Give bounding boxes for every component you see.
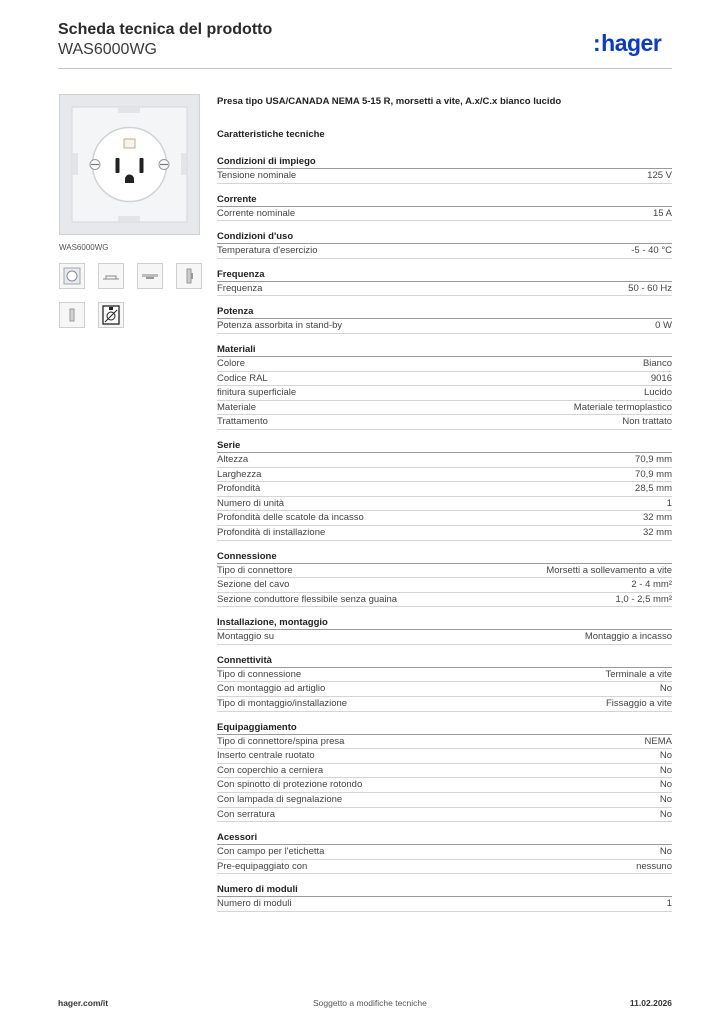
spec-row xyxy=(217,630,672,645)
spec-label: Pre-equipaggiato con xyxy=(217,860,308,872)
spec-row xyxy=(217,697,672,712)
spec-value: 0 W xyxy=(655,320,672,332)
spec-label: Con montaggio ad artiglio xyxy=(217,683,326,695)
spec-value: 15 A xyxy=(652,207,672,219)
spec-group-title: Equipaggiamento xyxy=(217,721,672,735)
spec-value: Lucido xyxy=(644,387,672,399)
spec-row xyxy=(217,482,672,497)
spec-value: No xyxy=(659,683,672,695)
spec-value: 1,0 - 2,5 mm² xyxy=(615,593,672,605)
spec-value: No xyxy=(659,764,672,776)
spec-row xyxy=(217,764,672,779)
thumbnail-front-view[interactable] xyxy=(59,263,85,289)
spec-group xyxy=(217,268,672,297)
spec-row xyxy=(217,401,672,416)
spec-value: Fissaggio a vite xyxy=(605,698,672,710)
spec-row xyxy=(217,282,672,297)
footer-date: 11.02.2026 xyxy=(629,998,672,1008)
spec-label: Sezione conduttore flessibile senza guaina xyxy=(217,593,398,605)
spec-label: Numero di unità xyxy=(217,497,285,509)
spec-value: 28,5 mm xyxy=(635,483,672,495)
spec-value: 9016 xyxy=(650,372,672,384)
spec-group-title: Connettività xyxy=(217,654,672,668)
spec-label: Numero di moduli xyxy=(217,898,292,910)
spec-group xyxy=(217,616,672,645)
spec-value: 2 - 4 mm² xyxy=(631,579,672,591)
spec-label: Tipo di connettore/spina presa xyxy=(217,735,345,747)
spec-value: -5 - 40 °C xyxy=(631,245,672,257)
spec-row xyxy=(217,578,672,593)
spec-row xyxy=(217,169,672,184)
spec-group-title: Connessione xyxy=(217,550,672,564)
spec-row xyxy=(217,415,672,430)
spec-label: Materiale xyxy=(217,401,257,413)
footer-website-link[interactable]: hager.com/it xyxy=(58,998,109,1008)
spec-row xyxy=(217,845,672,860)
page-title: Scheda tecnica del prodotto xyxy=(58,21,273,38)
spec-value: Non trattato xyxy=(622,416,672,428)
spec-row xyxy=(217,207,672,222)
spec-row xyxy=(217,668,672,683)
spec-group-title: Installazione, montaggio xyxy=(217,616,672,630)
thumbnail-dimension-drawing[interactable] xyxy=(98,302,124,328)
footer-note: Soggetto a modifiche tecniche xyxy=(313,998,427,1008)
spec-groups xyxy=(217,155,672,912)
spec-row xyxy=(217,511,672,526)
spec-group-title: Serie xyxy=(217,439,672,453)
spec-label: Con spinotto di protezione rotondo xyxy=(217,779,363,791)
spec-value: NEMA xyxy=(644,735,672,747)
spec-value: No xyxy=(659,846,672,858)
spec-value: 125 V xyxy=(647,170,672,181)
spec-row xyxy=(217,735,672,750)
spec-label: finitura superficiale xyxy=(217,387,297,399)
spec-group xyxy=(217,305,672,334)
spec-group xyxy=(217,155,672,184)
spec-label: Profondità delle scatole da incasso xyxy=(217,512,364,524)
spec-label: Potenza assorbita in stand-by xyxy=(217,320,343,332)
thumbnail-side-view[interactable] xyxy=(98,263,124,289)
spec-value: No xyxy=(659,779,672,791)
spec-group xyxy=(217,343,672,430)
spec-row xyxy=(217,386,672,401)
spec-value: Bianco xyxy=(642,357,672,369)
spec-row xyxy=(217,808,672,823)
spec-value: 1 xyxy=(666,497,672,509)
spec-group xyxy=(217,230,672,259)
technical-data xyxy=(217,96,672,912)
spec-label: Profondità xyxy=(217,483,261,495)
spec-value: 1 xyxy=(666,898,672,910)
spec-value: 50 - 60 Hz xyxy=(628,282,672,294)
spec-group-title: Corrente xyxy=(217,193,672,207)
header-divider xyxy=(58,68,672,69)
spec-group xyxy=(217,654,672,712)
spec-group xyxy=(217,439,672,541)
product-code: WAS6000WG xyxy=(58,41,157,58)
spec-group xyxy=(217,883,672,912)
spec-row xyxy=(217,526,672,541)
spec-group xyxy=(217,193,672,222)
spec-row xyxy=(217,593,672,608)
spec-value: Montaggio a incasso xyxy=(584,631,672,643)
spec-group-title: Numero di moduli xyxy=(217,883,672,897)
spec-group xyxy=(217,831,672,874)
spec-label: Frequenza xyxy=(217,282,263,294)
spec-row xyxy=(217,453,672,468)
spec-value: 70,9 mm xyxy=(635,468,672,480)
spec-group-title: Potenza xyxy=(217,305,672,319)
spec-label: Codice RAL xyxy=(217,372,268,384)
product-description: Presa tipo USA/CANADA NEMA 5-15 R, morsetti a vite, A.x/C.x bianco lucido xyxy=(217,96,562,107)
spec-label: Tipo di connessione xyxy=(217,668,302,680)
spec-value: No xyxy=(659,808,672,820)
spec-value: No xyxy=(659,750,672,762)
page-header xyxy=(58,20,272,60)
spec-value: Morsetti a sollevamento a vite xyxy=(546,564,672,576)
spec-group-title: Materiali xyxy=(217,343,672,357)
hager-logo: :hager xyxy=(593,30,662,56)
photo-caption: WAS6000WG xyxy=(59,243,109,252)
spec-row xyxy=(217,468,672,483)
spec-group-title: Condizioni d'uso xyxy=(217,230,672,244)
spec-value: 70,9 mm xyxy=(635,453,672,465)
spec-label: Sezione del cavo xyxy=(217,579,290,591)
spec-row xyxy=(217,860,672,875)
spec-group xyxy=(217,550,672,608)
spec-label: Con lampada di segnalazione xyxy=(217,794,343,806)
spec-group xyxy=(217,721,672,823)
spec-row xyxy=(217,793,672,808)
product-photo xyxy=(59,94,200,235)
spec-label: Tensione nominale xyxy=(217,170,297,181)
thumbnail-back-view[interactable] xyxy=(59,302,85,328)
spec-label: Tipo di montaggio/installazione xyxy=(217,698,348,710)
spec-row xyxy=(217,778,672,793)
spec-label: Trattamento xyxy=(217,416,268,428)
spec-label: Con coperchio a cerniera xyxy=(217,764,324,776)
spec-group-title: Frequenza xyxy=(217,268,672,282)
spec-label: Con campo per l'etichetta xyxy=(217,846,325,858)
spec-value: Materiale termoplastico xyxy=(573,401,672,413)
spec-group-title: Acessori xyxy=(217,831,672,845)
spec-label: Con serratura xyxy=(217,808,276,820)
spec-label: Altezza xyxy=(217,453,249,465)
spec-row xyxy=(217,682,672,697)
spec-row xyxy=(217,319,672,334)
spec-row xyxy=(217,244,672,259)
spec-value: Terminale a vite xyxy=(605,668,672,680)
spec-row xyxy=(217,564,672,579)
spec-value: No xyxy=(659,794,672,806)
section-title: Caratteristiche tecniche xyxy=(217,129,325,140)
spec-label: Montaggio su xyxy=(217,631,275,643)
thumbnail-top-view[interactable] xyxy=(137,263,163,289)
spec-label: Corrente nominale xyxy=(217,207,296,219)
spec-label: Colore xyxy=(217,357,245,369)
spec-row xyxy=(217,357,672,372)
spec-row xyxy=(217,372,672,387)
spec-group-title: Condizioni di impiego xyxy=(217,155,672,169)
spec-label: Inserto centrale ruotato xyxy=(217,750,315,762)
spec-label: Larghezza xyxy=(217,468,262,480)
thumbnail-profile-view[interactable] xyxy=(176,263,202,289)
spec-row xyxy=(217,897,672,912)
spec-label: Profondità di installazione xyxy=(217,526,326,538)
spec-row xyxy=(217,497,672,512)
spec-value: nessuno xyxy=(636,860,672,872)
spec-label: Tipo di connettore xyxy=(217,564,293,576)
spec-label: Temperatura d'esercizio xyxy=(217,245,318,257)
spec-value: 32 mm xyxy=(642,512,672,524)
spec-value: 32 mm xyxy=(642,526,672,538)
spec-row xyxy=(217,749,672,764)
